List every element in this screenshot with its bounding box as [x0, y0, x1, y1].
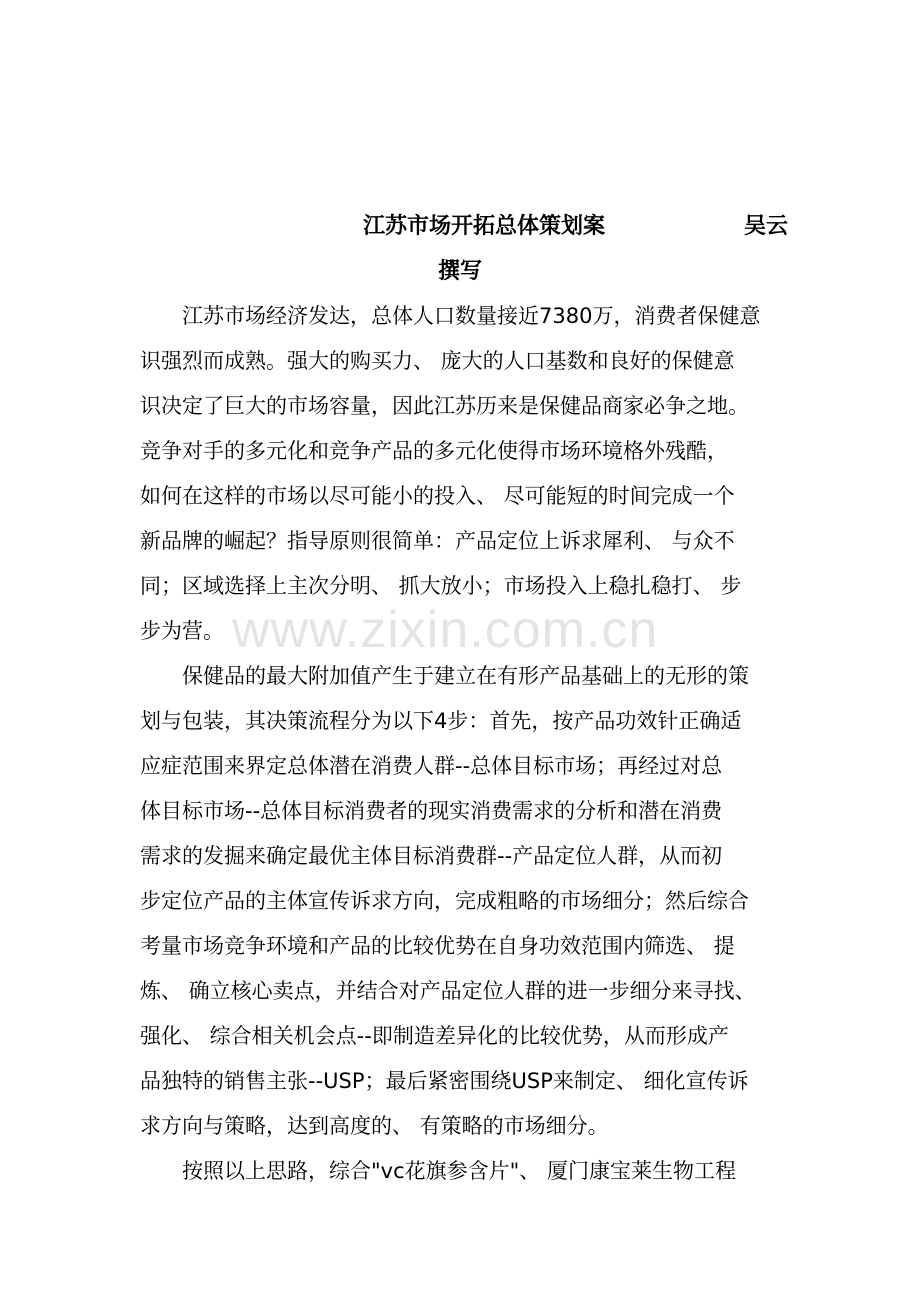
paragraph-line: 新品牌的崛起？指导原则很简单：产品定位上诉求犀利、 与众不 — [140, 529, 735, 553]
paragraph-3 — [140, 1149, 788, 1194]
paragraph-line: 江苏市场经济发达，总体人口数量接近7380万，消费者保健意 — [182, 304, 761, 328]
paragraph-line: 求方向与策略，达到高度的、 有策略的市场细分。 — [140, 1114, 609, 1138]
paragraph-line: 识决定了巨大的市场容量，因此江苏历来是保健品商家必争之地。 — [140, 394, 749, 418]
paragraph-line: 炼、 确立核心卖点，并结合对产品定位人群的进一步细分来寻找、 — [140, 979, 756, 1003]
paragraph-line: 识强烈而成熟。强大的购买力、 庞大的人口基数和良好的保健意 — [140, 349, 735, 373]
paragraph-line: 划与包装，其决策流程分为以下4步：首先，按产品功效针正确适 — [140, 709, 742, 733]
paragraph-line: 强化、 综合相关机会点--即制造差异化的比较优势，从而形成产 — [140, 1024, 729, 1048]
title-suffix: 撰写 — [438, 259, 483, 284]
watermark: www.zixin.com.cn — [232, 601, 659, 659]
paragraph-line: 竞争对手的多元化和竞争产品的多元化使得市场环境格外残酷， — [140, 439, 728, 463]
paragraph-2 — [140, 654, 788, 1149]
paragraph-line: 品独特的销售主张--USP；最后紧密围绕USP来制定、 细化宣传诉 — [140, 1069, 749, 1093]
paragraph-line: 同；区域选择上主次分明、 抓大放小；市场投入上稳扎稳打、 步 — [140, 574, 742, 598]
paragraph-line: 步为营。 — [140, 619, 224, 643]
document-title: 江苏市场开拓总体策划案 — [363, 214, 606, 239]
paragraph-line: 考量市场竞争环境和产品的比较优势在自身功效范围内筛选、 提 — [140, 934, 735, 958]
paragraph-line: 需求的发掘来确定最优主体目标消费群--产品定位人群，从而初 — [140, 844, 723, 868]
paragraph-line: 保健品的最大附加值产生于建立在有形产品基础上的无形的策 — [182, 664, 749, 688]
title-line — [0, 210, 920, 244]
body-text — [140, 294, 788, 1194]
paragraph-line: 应症范围来界定总体潜在消费人群--总体目标市场；再经过对总 — [140, 754, 723, 778]
paragraph-line: 体目标市场--总体目标消费者的现实消费需求的分析和潜在消费 — [140, 799, 723, 823]
author-name: 吴云 — [744, 214, 789, 239]
paragraph-line: 步定位产品的主体宣传诉求方向，完成粗略的市场细分；然后综合 — [140, 889, 749, 913]
paragraph-1 — [140, 294, 788, 654]
paragraph-line: 如何在这样的市场以尽可能小的投入、 尽可能短的时间完成一个 — [140, 484, 735, 508]
paragraph-line: 按照以上思路，综合"vc花旗参含片"、 厦门康宝莱生物工程 — [182, 1159, 736, 1183]
